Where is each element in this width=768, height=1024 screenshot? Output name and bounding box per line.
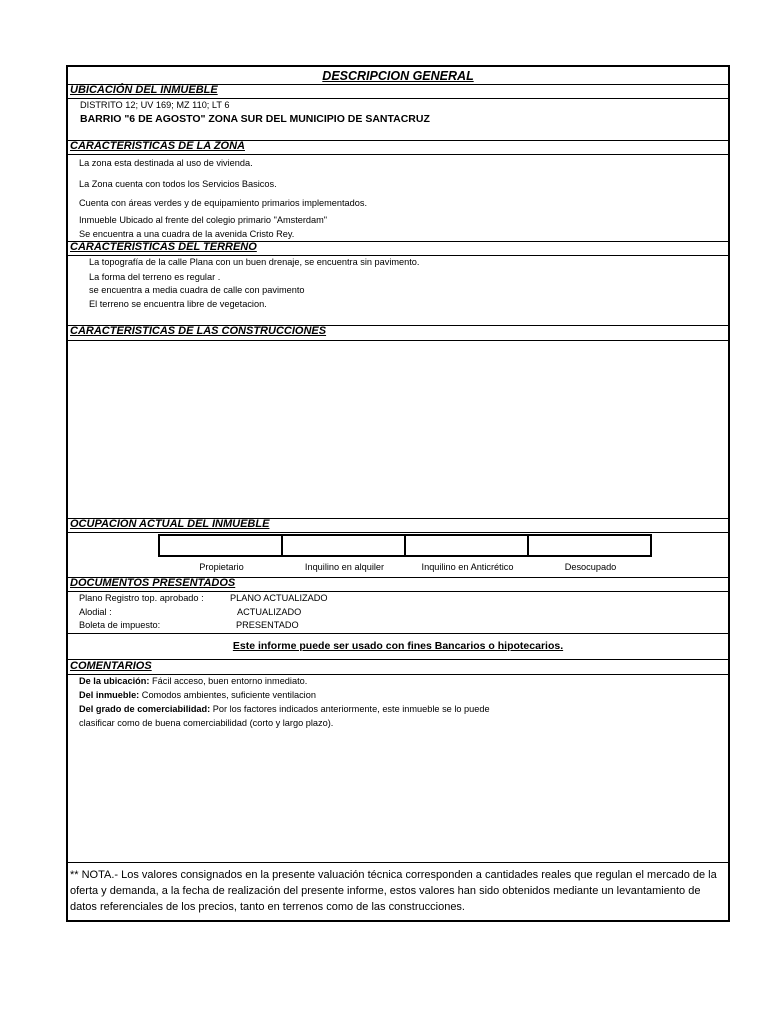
usage-notice: Este informe puede ser usado con fines Bancarios o hipotecarios. <box>232 640 564 652</box>
divider <box>68 532 728 533</box>
comment-grado-continued: clasificar como de buena comerciabilidad (corto y largo plazo). <box>79 718 334 728</box>
section-header-documentos: DOCUMENTOS PRESENTADOS <box>70 577 236 589</box>
comment-inmueble <box>79 690 316 700</box>
comment-label: Del grado de comerciabilidad: <box>79 704 211 714</box>
comment-text: Comodos ambientes, suficiente ventilacion <box>139 690 316 700</box>
divider <box>68 255 728 256</box>
document-label: Boleta de impuesto: <box>79 620 161 630</box>
zona-line: Se encuentra a una cuadra de la avenida Cristo Rey. <box>79 229 295 239</box>
terreno-line: se encuentra a media cuadra de calle con pavimento <box>89 285 305 295</box>
terreno-line: La topografía de la calle Plana con un buen drenaje, se encuentra sin pavimento. <box>89 257 420 267</box>
occupancy-checkbox-propietario[interactable] <box>158 534 283 557</box>
document-status: ACTUALIZADO <box>237 607 302 617</box>
divider <box>68 862 728 863</box>
document-status: PLANO ACTUALIZADO <box>230 593 328 603</box>
divider <box>68 659 728 660</box>
occupancy-label: Desocupado <box>564 562 617 572</box>
divider <box>68 674 728 675</box>
location-identifiers: DISTRITO 12; UV 169; MZ 110; LT 6 <box>80 100 230 110</box>
divider <box>68 633 728 634</box>
occupancy-label: Inquilino en Anticrético <box>421 562 514 572</box>
document-label: Plano Registro top. aprobado : <box>79 593 204 603</box>
section-header-comentarios: COMENTARIOS <box>70 660 152 672</box>
terreno-line: La forma del terreno es regular . <box>89 272 221 282</box>
form-title: DESCRIPCION GENERAL <box>322 69 474 83</box>
comment-ubicacion <box>79 676 307 686</box>
occupancy-label: Inquilino en alquiler <box>304 562 385 572</box>
divider <box>68 98 728 99</box>
zona-line: La zona esta destinada al uso de vivienda. <box>79 158 253 168</box>
occupancy-label: Propietario <box>199 562 244 572</box>
occupancy-checkbox-anticretico[interactable] <box>404 534 529 557</box>
section-header-construcciones: CARACTERISTICAS DE LAS CONSTRUCCIONES <box>70 325 327 337</box>
comment-label: Del inmueble: <box>79 690 140 700</box>
divider <box>68 154 728 155</box>
occupancy-checkbox-alquiler[interactable] <box>281 534 406 557</box>
comment-text: Por los factores indicados anteriormente, este inmueble se lo puede <box>210 704 490 714</box>
divider <box>68 340 728 341</box>
comment-text: Fácil acceso, buen entorno inmediato. <box>149 676 308 686</box>
occupancy-checkbox-desocupado[interactable] <box>527 534 652 557</box>
comment-label: De la ubicación: <box>79 676 150 686</box>
terreno-line: El terreno se encuentra libre de vegetacion. <box>89 299 267 309</box>
section-header-ocupacion: OCUPACION ACTUAL DEL INMUEBLE <box>70 518 270 530</box>
zona-line: Inmueble Ubicado al frente del colegio primario "Amsterdam" <box>79 215 328 225</box>
section-header-terreno: CARACTERISTICAS DEL TERRENO <box>70 241 257 253</box>
document-label: Alodial : <box>79 607 112 617</box>
note-paragraph: ** NOTA.- Los valores consignados en la presente valuación técnica corresponden a cantidades reales que regulan el mercado de la oferta y demanda, a la fecha de realización del presente informe, estos valores han sido obtenidos mediante un levantamiento de datos referenciales de los precios, tanto en terrenos como de las construcciones. <box>70 869 717 913</box>
divider <box>68 591 728 592</box>
section-header-zona: CARACTERISTICAS DE LA ZONA <box>70 140 245 152</box>
zona-line: La Zona cuenta con todos los Servicios Basicos. <box>79 179 277 189</box>
location-neighborhood: BARRIO "6 DE AGOSTO" ZONA SUR DEL MUNICIPIO DE SANTACRUZ <box>80 113 430 125</box>
comment-grado <box>79 704 490 714</box>
document-status: PRESENTADO <box>236 620 299 630</box>
valuation-form <box>66 65 730 922</box>
zona-line: Cuenta con áreas verdes y de equipamiento primarios implementados. <box>79 198 368 208</box>
section-header-ubicacion: UBICACIÓN DEL INMUEBLE <box>70 84 218 96</box>
